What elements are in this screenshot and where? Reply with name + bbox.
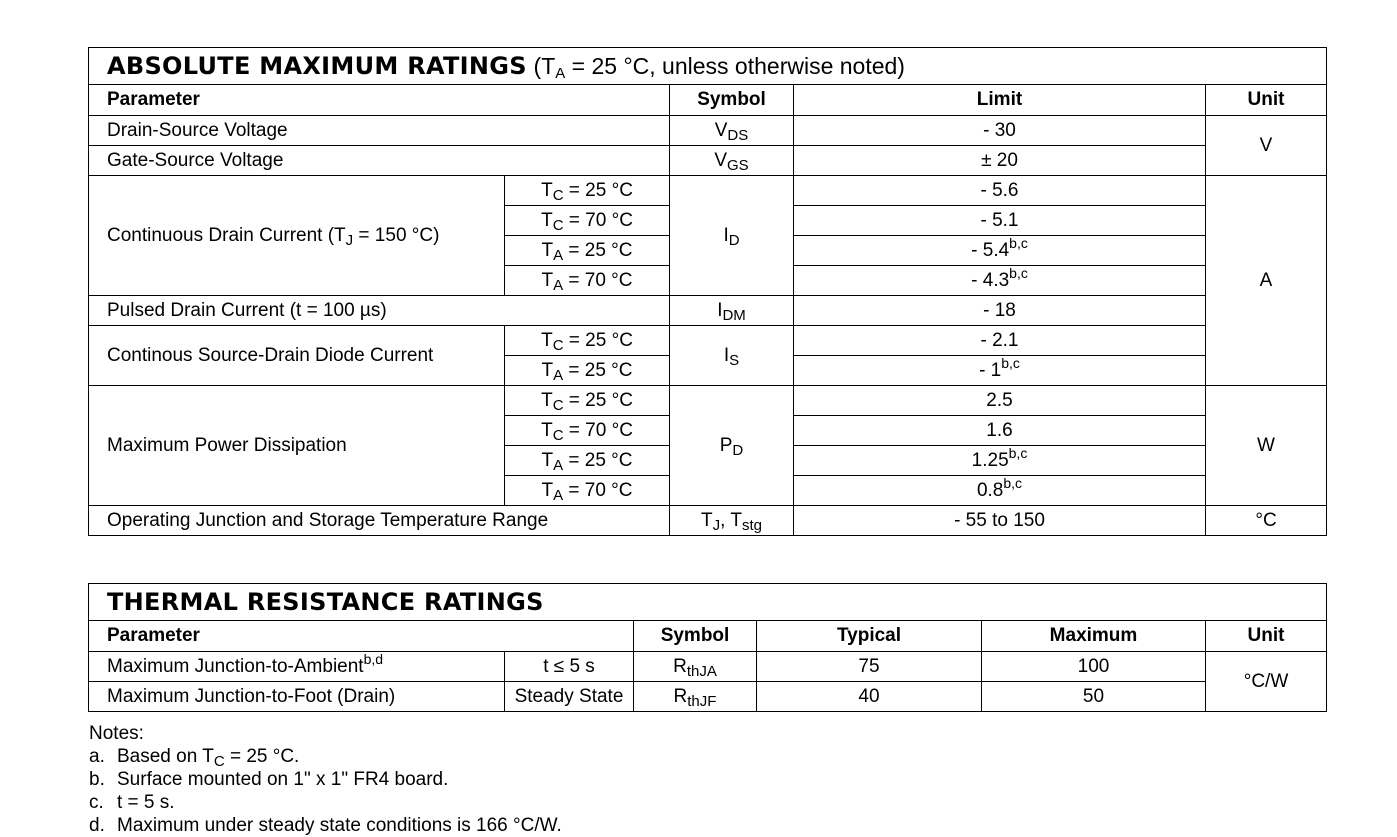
condition-cell: $T_C = 25$ °C <box>505 176 670 206</box>
maximum-rthja: 100 <box>982 652 1206 682</box>
typical-rthja: 75 <box>757 652 982 682</box>
condition-cell: $T_C = 25$ °C <box>505 386 670 416</box>
table-row <box>89 682 1327 712</box>
limit-cell: 0.8$^{b,c}$ <box>794 476 1206 506</box>
header-symbol: Symbol <box>670 85 794 116</box>
maximum-rthjf: 50 <box>982 682 1206 712</box>
header-maximum: Maximum <box>982 621 1206 652</box>
limit-cell: 1.25$^{b,c}$ <box>794 446 1206 476</box>
condition-cell: $T_A = 70$ °C <box>505 476 670 506</box>
param-rthjf: Maximum Junction-to-Foot (Drain) <box>89 682 505 712</box>
param-rthja: Maximum Junction-to-Ambient$^{b,d}$ <box>89 652 505 682</box>
param-vgs: Gate-Source Voltage <box>89 146 670 176</box>
condition-cell: t ≤ 5 s <box>505 652 634 682</box>
condition-cell: Steady State <box>505 682 634 712</box>
limit-tj: - 55 to 150 <box>794 506 1206 536</box>
condition-cell: $T_C = 70$ °C <box>505 416 670 446</box>
symbol-id: $I_D$ <box>670 176 794 296</box>
thermal-resistance-table <box>88 583 1327 712</box>
limit-cell: 2.5 <box>794 386 1206 416</box>
condition-cell: $T_A = 25$ °C <box>505 356 670 386</box>
condition-cell: $T_A = 70$ °C <box>505 266 670 296</box>
param-pd: Maximum Power Dissipation <box>89 386 505 506</box>
limit-idm: - 18 <box>794 296 1206 326</box>
header-unit: Unit <box>1206 85 1327 116</box>
thermal-header-row <box>89 621 1327 652</box>
table-row <box>89 296 1327 326</box>
absolute-maximum-ratings-table <box>88 47 1327 536</box>
note-c: c. t = 5 s. <box>89 792 175 813</box>
unit-degc: °C <box>1206 506 1327 536</box>
note-a: a. Based on $T_C = 25$ °C. <box>89 746 300 770</box>
condition-cell: $T_C = 70$ °C <box>505 206 670 236</box>
table-row <box>89 116 1327 146</box>
notes-heading: Notes: <box>89 723 144 744</box>
symbol-rthja: $R_{thJA}$ <box>634 652 757 682</box>
header-typical: Typical <box>757 621 982 652</box>
header-parameter: Parameter <box>89 621 634 652</box>
table-row <box>89 652 1327 682</box>
limit-vgs: ± 20 <box>794 146 1206 176</box>
symbol-vds: $V_{DS}$ <box>670 116 794 146</box>
condition-cell: $T_C = 25$ °C <box>505 326 670 356</box>
thermal-title: THERMAL RESISTANCE RATINGS <box>89 584 1327 621</box>
limit-cell: 1.6 <box>794 416 1206 446</box>
header-limit: Limit <box>794 85 1206 116</box>
param-vds: Drain-Source Voltage <box>89 116 670 146</box>
param-idm: Pulsed Drain Current (t = 100 µs) <box>89 296 670 326</box>
limit-cell: - 5.4$^{b,c}$ <box>794 236 1206 266</box>
param-is: Continous Source-Drain Diode Current <box>89 326 505 386</box>
symbol-vgs: $V_{GS}$ <box>670 146 794 176</box>
limit-cell: - 4.3$^{b,c}$ <box>794 266 1206 296</box>
table-row <box>89 326 1327 356</box>
symbol-idm: $I_{DM}$ <box>670 296 794 326</box>
table-row <box>89 146 1327 176</box>
unit-a: A <box>1206 176 1327 386</box>
unit-cw: °C/W <box>1206 652 1327 712</box>
condition-cell: $T_A = 25$ °C <box>505 236 670 266</box>
typical-rthjf: 40 <box>757 682 982 712</box>
param-id: Continuous Drain Current ($T_J = 150$ °C) <box>89 176 505 296</box>
symbol-tj: $T_J$, $T_{stg}$ <box>670 506 794 536</box>
abs-max-header-row <box>89 85 1327 116</box>
param-tj: Operating Junction and Storage Temperature Range <box>89 506 670 536</box>
header-symbol: Symbol <box>634 621 757 652</box>
limit-cell: - 5.6 <box>794 176 1206 206</box>
header-unit: Unit <box>1206 621 1327 652</box>
unit-w: W <box>1206 386 1327 506</box>
limit-cell: - 5.1 <box>794 206 1206 236</box>
header-parameter: Parameter <box>89 85 670 116</box>
table-row <box>89 506 1327 536</box>
abs-max-title: ABSOLUTE MAXIMUM RATINGS ($T_A = 25$ °C, unless otherwise noted) <box>89 48 1327 85</box>
note-b: b. Surface mounted on 1" x 1" FR4 board. <box>89 769 449 790</box>
limit-cell: - 1$^{b,c}$ <box>794 356 1206 386</box>
limit-vds: - 30 <box>794 116 1206 146</box>
symbol-rthjf: $R_{thJF}$ <box>634 682 757 712</box>
table-row <box>89 386 1327 416</box>
notes-section <box>89 722 562 837</box>
note-d: d. Maximum under steady state conditions is 166 °C/W. <box>89 815 562 836</box>
symbol-is: $I_S$ <box>670 326 794 386</box>
limit-cell: - 2.1 <box>794 326 1206 356</box>
unit-v: V <box>1206 116 1327 176</box>
table-row <box>89 176 1327 206</box>
symbol-pd: $P_D$ <box>670 386 794 506</box>
condition-cell: $T_A = 25$ °C <box>505 446 670 476</box>
